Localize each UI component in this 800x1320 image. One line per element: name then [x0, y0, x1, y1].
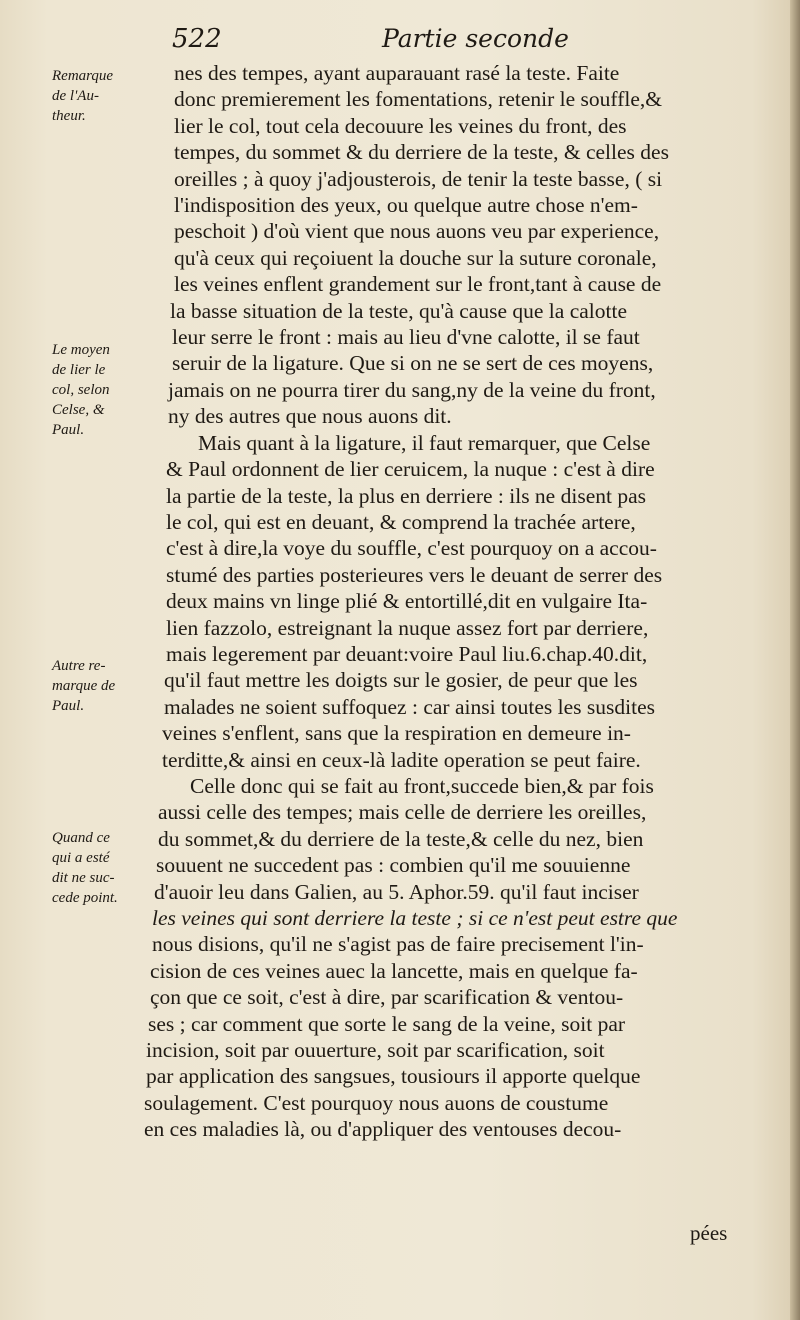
marginal-line: de lier le [52, 362, 106, 378]
body-text [144, 60, 766, 1143]
marginal-line: Quand ce [52, 830, 110, 846]
text-line: qu'il faut mettre les doigts sur le gosier, de peur que les [164, 668, 638, 693]
text-line: ses ; car comment que sorte le sang de la veine, soit par [148, 1011, 626, 1036]
text-line: c'est à dire,la voye du souffle, c'est pourquoy on a accou- [166, 536, 657, 561]
text-line: oreilles ; à quoy j'adjousterois, de tenir la teste basse, ( si [174, 166, 663, 191]
text-line: cision de ces veines auec la lancette, mais en quelque fa- [150, 958, 638, 983]
text-line: nous disions, qu'il ne s'agist pas de faire precisement l'in- [152, 932, 644, 957]
text-line: lier le col, tout cela decouure les veines du front, des [174, 113, 627, 138]
marginal-line: Remarque [52, 68, 114, 84]
running-title: Partie seconde [382, 24, 569, 53]
marginal-note-quand [52, 828, 148, 908]
catchword: pées [690, 1221, 728, 1245]
text-line: lien fazzolo, estreignant la nuque assez fort par derriere, [166, 615, 649, 640]
page-edge [790, 0, 800, 1320]
marginal-line: dit ne suc- [52, 870, 115, 886]
marginal-note-moyen [52, 340, 148, 440]
text-line: les veines enflent grandement sur le front,tant à cause de [174, 272, 662, 297]
text-line: du sommet,& du derriere de la teste,& celle du nez, bien [158, 826, 644, 851]
text-line: qu'à ceux qui reçoiuent la douche sur la suture coronale, [174, 245, 657, 270]
text-line: peschoit ) d'où vient que nous auons veu par experience, [174, 219, 660, 244]
marginal-note-autre [52, 656, 148, 716]
marginal-line: Autre re- [52, 658, 106, 674]
page-number: 522 [172, 24, 222, 54]
marginal-line: qui a esté [52, 850, 110, 866]
text-line: seruir de la ligature. Que si on ne se sert de ces moyens, [172, 351, 654, 376]
text-line: çon que ce soit, c'est à dire, par scarification & ventou- [150, 985, 624, 1010]
text-line: Celle donc qui se fait au front,succede bien,& par fois [190, 773, 654, 798]
text-line: terditte,& ainsi en ceux-là ladite operation se peut faire. [162, 747, 641, 772]
text-line: d'auoir leu dans Galien, au 5. Aphor.59. qu'il faut inciser [154, 879, 639, 904]
marginal-line: Paul. [52, 422, 85, 438]
text-line: souuent ne succedent pas : combien qu'il me souuienne [156, 853, 631, 878]
text-line: deux mains vn linge plié & entortillé,dit en vulgaire Ita- [166, 589, 648, 614]
text-line: aussi celle des tempes; mais celle de derriere les oreilles, [158, 800, 647, 825]
text-line: par application des sangsues, tousiours il apporte quelque [146, 1064, 641, 1089]
marginal-line: Celse, & [52, 402, 105, 418]
text-line: tempes, du sommet & du derriere de la teste, & celles des [174, 140, 669, 165]
text-line: en ces maladies là, ou d'appliquer des ventouses decou- [144, 1117, 622, 1142]
page-header [160, 20, 760, 60]
text-line: Mais quant à la ligature, il faut remarquer, que Celse [198, 430, 651, 455]
text-line: incision, soit par ouuerture, soit par scarification, soit [146, 1038, 605, 1063]
marginal-line: Le moyen [52, 342, 110, 358]
text-line: malades ne soient suffoquez : car ainsi toutes les susdites [164, 694, 656, 719]
text-line: leur serre le front : mais au lieu d'vne calotte, il se faut [172, 325, 640, 350]
text-line: nes des tempes, ayant auparauant rasé la teste. Faite [174, 61, 620, 85]
marginal-line: Paul. [52, 698, 85, 714]
text-line: jamais on ne pourra tirer du sang,ny de la veine du front, [168, 377, 656, 402]
text-line: veines s'enflent, sans que la respiration en demeure in- [162, 721, 631, 746]
marginal-line: theur. [52, 108, 86, 124]
text-line: donc premierement les fomentations, retenir le souffle,& [174, 87, 662, 112]
text-line: la partie de la teste, la plus en derriere : ils ne disent pas [166, 483, 646, 508]
marginal-note-remarque [52, 66, 148, 126]
text-line: stumé des parties posterieures vers le deuant de serrer des [166, 562, 663, 587]
marginal-line: de l'Au- [52, 88, 99, 104]
marginal-line: marque de [52, 678, 116, 694]
text-line: les veines qui sont derriere la teste ; si ce n'est peut estre que [152, 906, 678, 930]
text-line: soulagement. C'est pourquoy nous auons de coustume [144, 1090, 609, 1115]
text-line: l'indisposition des yeux, ou quelque autre chose n'em- [174, 193, 638, 218]
text-line: & Paul ordonnent de lier ceruicem, la nuque : c'est à dire [166, 457, 655, 482]
text-line: ny des autres que nous auons dit. [168, 404, 452, 429]
text-line: la basse situation de la teste, qu'à cause que la calotte [170, 298, 627, 323]
marginal-line: col, selon [52, 382, 110, 398]
text-line: mais legerement par deuant:voire Paul liu.6.chap.40.dit, [166, 641, 648, 666]
marginal-line: cede point. [52, 890, 118, 906]
text-line: le col, qui est en deuant, & comprend la trachée artere, [166, 509, 636, 534]
